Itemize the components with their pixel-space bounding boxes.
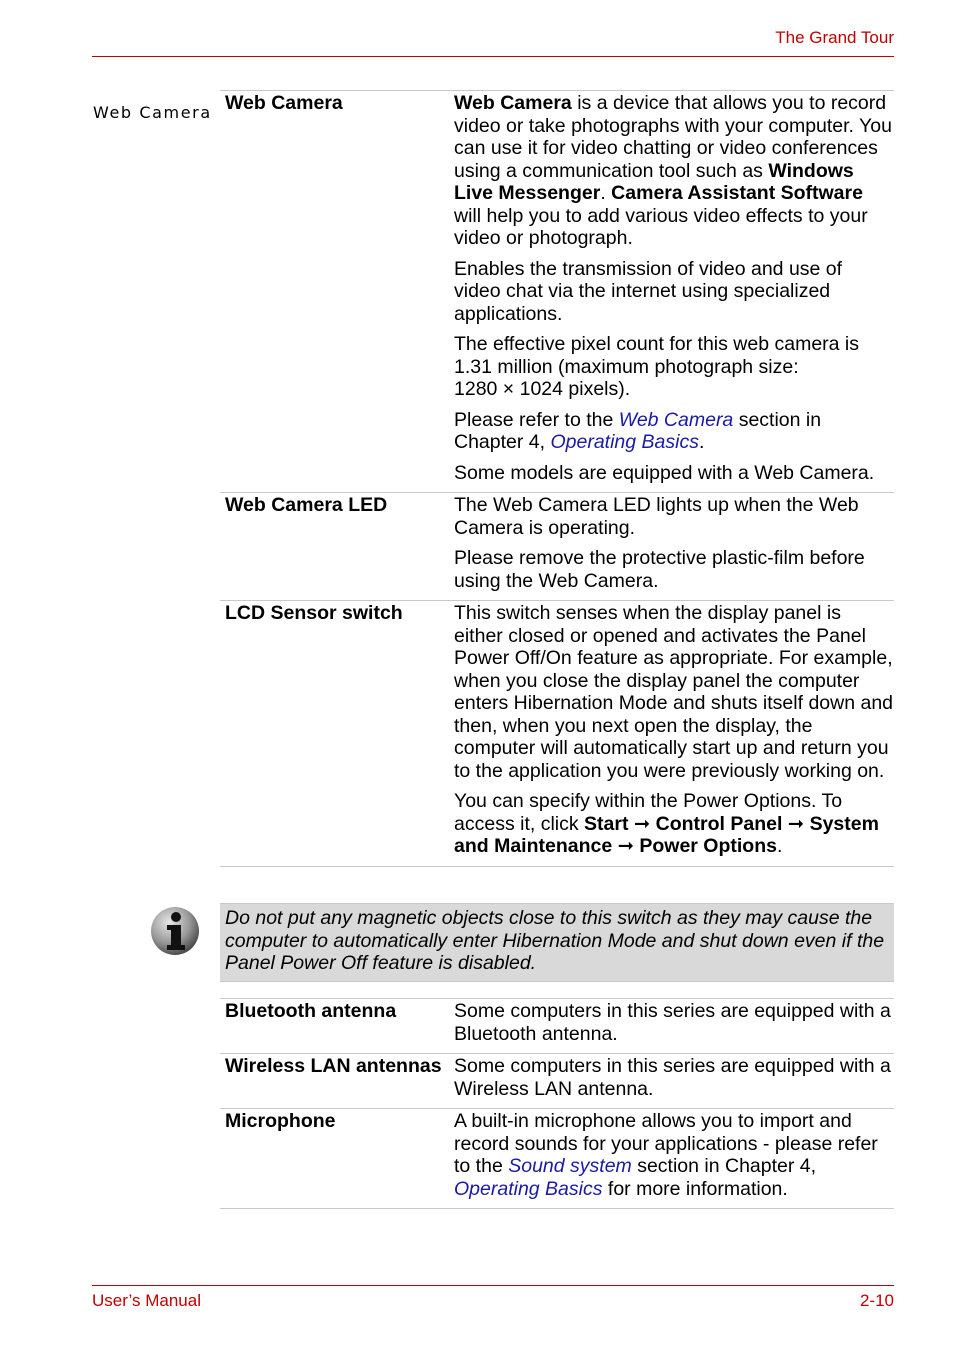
description-paragraph	[454, 409, 894, 454]
spec-term: Microphone	[225, 1110, 336, 1132]
header-rule	[92, 56, 894, 57]
text-run: This switch senses when the display panel is either closed or opened and activates the Panel Power Off/On feature as appropriate. For example, when you close the display panel the computer enters Hibernation Mode and shuts itself down and then, when you next open the display, the computer will automatically start up and return you to the application you were previously working on.	[454, 602, 894, 782]
spec-description	[454, 1109, 894, 1209]
description-paragraph	[454, 462, 894, 485]
spec-term: Web Camera	[225, 92, 343, 114]
spec-table-1	[220, 90, 894, 867]
cross-reference-link[interactable]: Operating Basics	[454, 1177, 603, 1200]
description-paragraph	[454, 1000, 894, 1045]
text-run: .	[698, 431, 705, 453]
spec-term: Web Camera LED	[225, 494, 388, 516]
cross-reference-link[interactable]: Web Camera	[618, 408, 734, 431]
description-paragraph	[454, 790, 894, 858]
table-row	[220, 1109, 894, 1209]
description-paragraph	[454, 1055, 894, 1100]
spec-description	[454, 91, 894, 493]
description-paragraph	[454, 547, 894, 592]
info-icon	[150, 905, 200, 957]
page-number: 2-10	[859, 1291, 894, 1310]
text-run: .	[600, 182, 612, 204]
running-title: The Grand Tour	[775, 28, 894, 47]
table-row	[220, 601, 894, 867]
text-run: The Web Camera LED lights up when the Web Camera is operating.	[454, 494, 859, 539]
text-run: The effective pixel count for this web camera is 1.31 million (maximum photograph size:	[454, 333, 859, 378]
text-run: for more information.	[602, 1177, 788, 1200]
text-run: A built-in microphone allows you to import and record sounds for your applications - please refer to the	[454, 1110, 878, 1177]
spec-table-2	[220, 998, 894, 1209]
spec-description	[454, 999, 894, 1054]
text-run: Some computers in this series are equipped with a Bluetooth antenna.	[454, 1000, 891, 1045]
cross-reference-link[interactable]: Operating Basics	[550, 431, 699, 453]
bold-term: Web Camera	[454, 92, 572, 114]
text-run: .	[776, 835, 783, 857]
section-side-label: Web Camera	[93, 103, 212, 122]
table-row	[220, 493, 894, 601]
spec-term: Bluetooth antenna	[225, 1000, 397, 1022]
cross-reference-link[interactable]: Sound system	[508, 1155, 632, 1177]
table-row	[220, 1054, 894, 1109]
description-paragraph	[454, 333, 894, 401]
spec-description	[454, 601, 894, 867]
text-run: You can specify within the Power Options. To access it, click	[454, 790, 843, 835]
spec-description	[454, 493, 894, 601]
spec-description	[454, 1054, 894, 1109]
note-box	[220, 903, 894, 982]
text-run: is a device that allows you to record video or take photographs with your computer. You can use it for video chatting or video conferences using a communication tool such as	[454, 92, 892, 182]
description-paragraph	[454, 1110, 894, 1200]
footer-rule	[92, 1285, 894, 1286]
description-paragraph	[454, 258, 894, 326]
description-paragraph	[454, 92, 894, 250]
spec-term: LCD Sensor switch	[225, 602, 403, 624]
text-run: Enables the transmission of video and use of video chat via the internet using specialized applications.	[454, 257, 843, 325]
spec-term: Wireless LAN antennas	[225, 1055, 442, 1077]
bold-term: Start ➞ Control Panel ➞ System and Maintenance ➞ Power Options	[454, 812, 879, 857]
text-run: Please refer to the	[454, 408, 619, 431]
text-run: Please remove the protective plastic-film before using the Web Camera.	[454, 547, 865, 592]
footer-manual-title: User’s Manual	[92, 1291, 201, 1310]
text-run: 1280 × 1024 pixels).	[454, 378, 631, 400]
bold-term: Windows Live Messenger	[454, 159, 854, 204]
note-text: Do not put any magnetic objects close to this switch as they may cause the computer to automatically enter Hibernation Mode and shut down even if the Panel Power Off feature is disabled.	[225, 907, 885, 974]
text-run: will help you to add various video effects to your video or photograph.	[454, 204, 868, 249]
bold-term: Camera Assistant Software	[611, 182, 863, 204]
text-run: Some models are equipped with a Web Camera.	[454, 461, 875, 484]
table-row	[220, 91, 894, 493]
table-row	[220, 999, 894, 1054]
description-paragraph	[454, 602, 894, 782]
text-run: section in Chapter 4,	[631, 1155, 817, 1177]
text-run: section in Chapter 4,	[454, 408, 822, 453]
description-paragraph	[454, 494, 894, 539]
text-run: Some computers in this series are equipped with a Wireless LAN antenna.	[454, 1055, 891, 1100]
